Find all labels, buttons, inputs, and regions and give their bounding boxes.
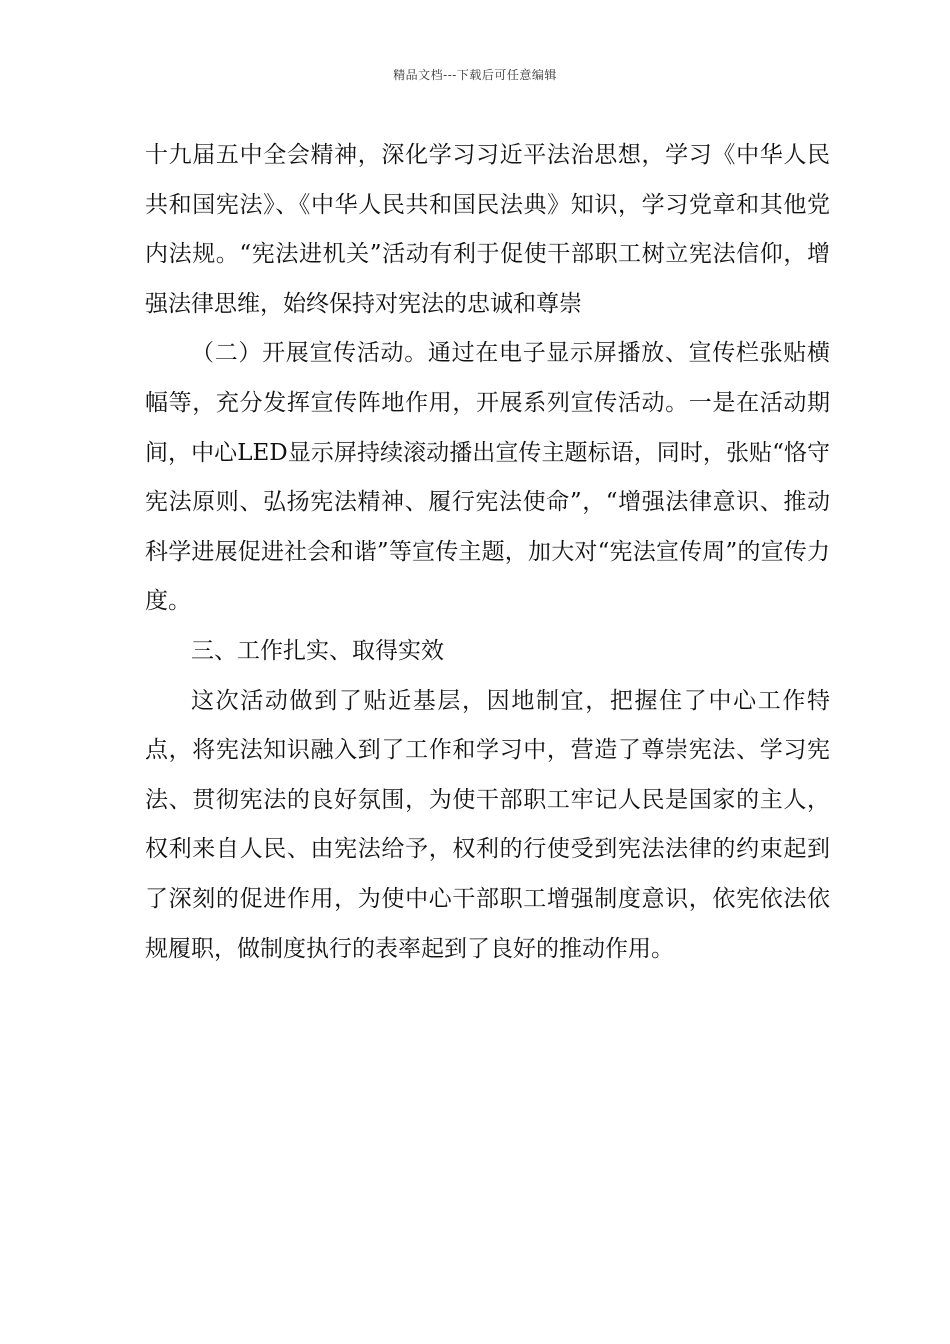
paragraph-continuation: 十九届五中全会精神，深化学习习近平法治思想，学习《中华人民共和国宪法》、《中华人民共和国民法典》知识，学习党章和其他党内法规。“宪法进机关”活动有利于促使干部职工树立宪法信仰，增强法律思维，始终保持对宪法的忠诚和尊崇 xyxy=(145,142,830,317)
page-header: 精品文档---下载后可任意编辑 xyxy=(393,68,557,82)
paragraph-summary: 这次活动做到了贴近基层，因地制宜，把握住了中心工作特点，将宪法知识融入到了工作和学习中，营造了尊崇宪法、学习宪法、贯彻宪法的良好氛围，为使干部职工牢记人民是国家的主人，权利来自人民、由宪法给予，权利的行使受到宪法法律的约束起到了深刻的促进作用，为使中心干部职工增强制度意识，依宪依法依规履职，做制度执行的表率起到了良好的推动作用。 xyxy=(145,687,830,962)
section-heading-3: 三、工作扎实、取得实效 xyxy=(191,637,444,664)
paragraph-section-2: （二）开展宣传活动。通过在电子显示屏播放、宣传栏张贴横幅等，充分发挥宣传阵地作用，开展系列宣传活动。一是在活动期间，中心LED显示屏持续滚动播出宣传主题标语，同时，张贴“恪守宪法原则、弘扬宪法精神、履行宪法使命”，“增强法律意识、推动科学进展促进社会和谐”等宣传主题，加大对“宪法宣传周”的宣传力度。 xyxy=(145,340,830,615)
document-body xyxy=(145,131,830,974)
